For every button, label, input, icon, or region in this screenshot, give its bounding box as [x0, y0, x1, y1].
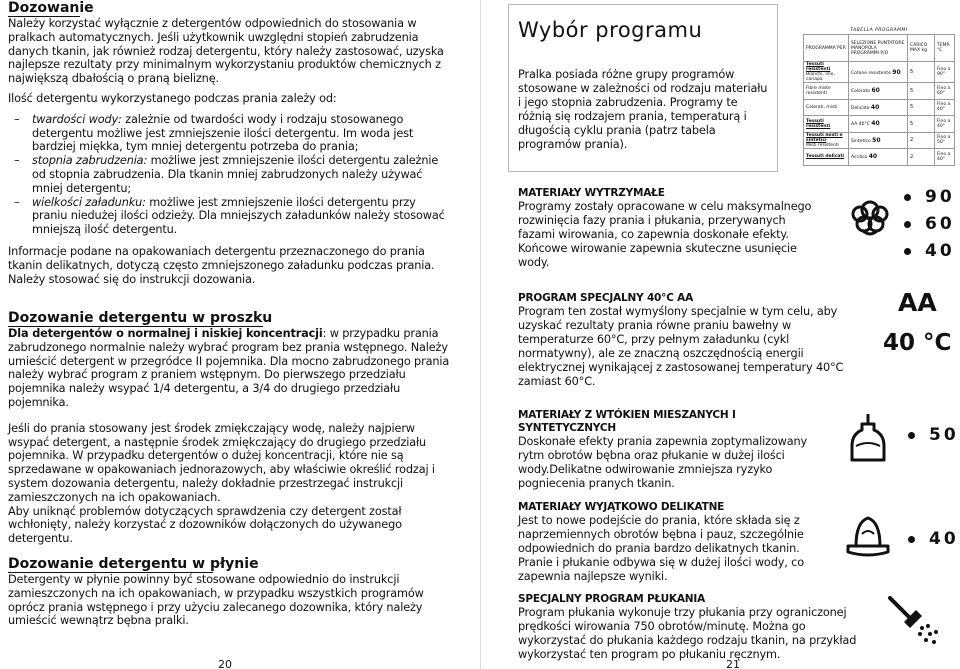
paragraph-liquid: Detergenty w płynie powinny być stosowane odpowiednio do instrukcji zamieszczonych na ich opakowaniach, w przypadku wszystkich programów oprócz prania wstępnego i przy użyciu zalecanego dozownika, który należy umieścić wewnątrz bębna pralki.: [8, 573, 424, 628]
block-title: MATERIAŁY WYJĄTKOWO DELIKATNE: [518, 501, 725, 513]
block-title: MATERIAŁY Z WTÓKIEN MIESZANYCH I SYNTETYCZNYCH: [518, 409, 736, 434]
block-text: Program płukania wykonuje trzy płukania przy ograniczonej prędkości wirowania 750 obrotów/minutę. Można go wykorzystać do płukania każdego rodzaju tkanin, na przykład wykorzystać ten program po płukaniu ręcznym.: [518, 606, 857, 661]
table-row: Tessuti resistenti AA 40°C 40 5 Fino a 40°: [804, 116, 955, 133]
page-number: 20: [218, 658, 232, 669]
powder-section: [8, 310, 454, 546]
table-header-row: [804, 35, 955, 62]
paragraph-intro: Należy korzystać wyłącznie z detergentów odpowiednich do stosowania w pralkach automatycznych. Jeśli użytkownik uwzględni stopień zabrudzenia danych tkanin, jak również rodzaj detergentu, który należy zastosować, uzyska najlepsze rezultaty przy minimalnym wykorzystaniu produktów chemicznych z największą dbałością o praną bieliznę.: [8, 17, 444, 86]
delicate-hand-icon: [836, 508, 900, 568]
page-title: Wybór programu: [518, 18, 703, 42]
program-block-delicate: [518, 501, 828, 584]
block-text: Doskonałe efekty prania zapewnia zoptymalizowany rytm obrotów bębna oraz płukanie w dużej ilości wody.Delikatne odwirowanie zmniejsza ryzyko pogniecenia pranych tkanin.: [518, 435, 808, 490]
dosing-section: [8, 0, 454, 286]
factor-list: [8, 113, 454, 237]
block-text: Programy zostały opracowane w celu maksymalnego rozwinięcia fazy prania i płukania, przerywanych fazami wirowania, co zapewnia doskonałe efekty. Końcowe wirowanie zapewnia skuteczne usunięcie wody.: [518, 200, 812, 269]
table-caption: TABELLA PROGRAMMI: [850, 28, 908, 33]
list-item: – twardości wody: zależnie od twardości wody i rodzaju stosowanego detergentu możliwe jest zmniejszenie ilości detergentu. Im woda jest bardziej miękka, tym mniej detergentu potrzeba do prania;: [14, 112, 414, 154]
program-block-resistant: [518, 187, 818, 270]
cotton-flower-icon: [840, 186, 900, 246]
aa-label: AA: [898, 288, 937, 317]
program-table: [803, 28, 955, 166]
temp-item: 40: [904, 238, 955, 265]
table-row: Colorati, misti Delicato 40 5 Fino a 40°: [804, 99, 955, 116]
block-text: Jest to nowe podejście do prania, które składa się z naprzemiennych obrotów bębna i pauz, szczególnie odpowiednich do prania bardzo delikatnych tkanin. Pranie i płukanie odbywa się w dużej ilości wody, co zapewnia najlepsze wyniki.: [518, 514, 804, 583]
block-title: MATERIAŁY WYTRZYMAŁE: [518, 187, 665, 199]
paragraph-packaging: Informacje podane na opakowaniach detergentu przeznaczonego do prania tkanin delikatnych, dotyczą często zmniejszonego załadunku podczas prania. Należy stosować się do instrukcji dozowania.: [8, 244, 435, 286]
section-title-powder: Dozowanie detergentu w proszku: [8, 310, 273, 326]
program-block-rinse: [518, 593, 863, 662]
table-row: Tessuti misti e sintetici Misti resistenti Sintetico 50 2 Fino a 50°: [804, 132, 955, 149]
temperature-list: [904, 184, 955, 265]
section-title-liquid: Dozowanie detergentu w płynie: [8, 556, 259, 572]
aa-temp-label: 40 °C: [883, 330, 952, 356]
rinse-shower-icon: [882, 588, 944, 650]
temp-synthetic: 50: [908, 422, 959, 449]
block-title: PROGRAM SPECJALNY 40°C AA: [518, 292, 694, 304]
paragraph-softener: Jeśli do prania stosowany jest środek zmiękczający wodę, należy najpierw wsypać detergent, a następnie środek zmiękczający do drugiego przedziału pojemnika. W przypadku detergentów o dużej koncentracji, które nie są sprzedawane w opakowaniach jednorazowych, aby właściwie określić rodzaj i system dozowania detergentu, należy dokładnie przestrzegać instrukcji zamieszczonych na ich opakowaniach.: [8, 421, 435, 504]
table-header: SELEZIONE PUNTATORE MANOPOLA PROGRAMMI P/O: [849, 35, 908, 62]
table-header: TEMP. °C: [935, 35, 955, 62]
table-row: Tessuti resistenti Bianchi, lino, canapa Cotone resistente 90 5 Fino a 90°: [804, 62, 955, 83]
synthetic-bottle-icon: [838, 410, 898, 466]
block-title: SPECJALNY PROGRAM PŁUKANIA: [518, 593, 706, 605]
program-block-aa: [518, 292, 848, 388]
list-item: – stopnia zabrudzenia: możliwe jest zmniejszenie ilości detergentu zależnie od stopnia zabrudzenia. Dla tkanin mniej zabrudzonych należy używać mniej detergentu;: [14, 154, 439, 195]
temp-item: 60: [904, 211, 955, 238]
program-table-grid: [803, 34, 955, 166]
list-item: – wielkości załadunku: możliwe jest zmniejszenie ilości detergentu przy praniu niedużej ilości odzieży. Dla mniejszych załadunków należy stosować mniejszą ilość detergentu.: [14, 195, 445, 237]
table-header: PROGRAMMA PER: [804, 35, 849, 62]
section-title-dosing: Dozowanie: [8, 0, 94, 16]
liquid-section: [8, 556, 454, 628]
paragraph-dispensers: Aby uniknąć problemów dotyczących sprawdzenia czy detergent został wchłonięty, należy korzystać z dozowników dołączonych do używanego detergentu.: [8, 504, 402, 546]
paragraph-powder: Dla detergentów o normalnej i niskiej koncentracji: w przypadku prania zabrudzonego normalnie należy wybrać program bez prania wstępnego. Należy umieścić detergent w przegródce II pojemnika. Dla mocno zabrudzonego prania należy wybrać program z praniem wstępnym. Do pierwszego przedziału pojemnika należy wsypać 1/4 detergentu, a 3/4 do drugiego przedziału pojemnika.: [8, 327, 450, 409]
paragraph-amount: Ilość detergentu wykorzystanego podczas prania zależy od:: [8, 91, 337, 105]
block-text: Program ten został wymyślony specjalnie w tym celu, aby uzyskać rezultaty prania równe praniu bawełny w temperaturze 60°C, przy pełnym załadunku (cykl normatywny), ale ze znaczną oszczędnością energii elektrycznej wynikającej z zastosowanej temperatury 40°C zamiast 60°C.: [518, 305, 844, 388]
right-page: [480, 0, 960, 669]
page-number: 21: [726, 658, 740, 669]
program-block-mixed: [518, 409, 818, 491]
table-row: Tessuti delicati Acrilico 40 2 Fino a 40°: [804, 149, 955, 166]
intro-paragraph: Pralka posiada różne grupy programów stosowane w zależności od rodzaju materiału i jego stopnia zabrudzenia. Programy te różnią się rodzajem prania, temperaturą i długością cyklu prania (patrz tabela programów prania).: [518, 68, 768, 151]
table-row: Fibre miste resistenti Colorato 60 5 Fino a 60°: [804, 83, 955, 100]
temp-delicate: 40: [908, 526, 959, 553]
temp-item: 90: [904, 184, 955, 211]
table-header: CARICO MAX kg: [908, 35, 935, 62]
